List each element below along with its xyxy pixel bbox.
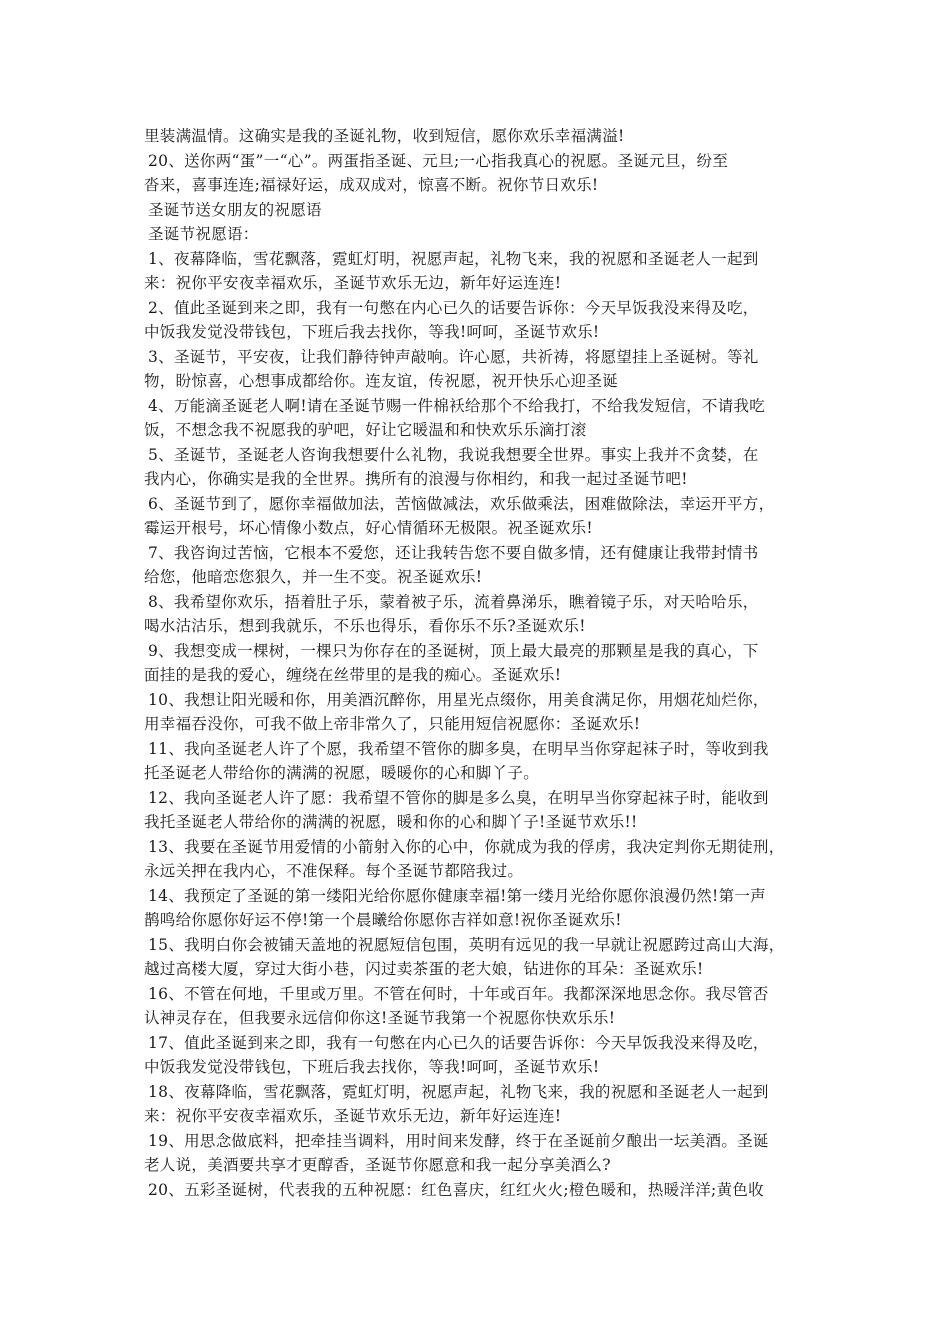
- text-line: 6、圣诞节到了，愿你幸福做加法，苦恼做减法，欢乐做乘法，困难做除法，幸运开平方，: [148, 494, 775, 513]
- text-line: 2、值此圣诞到来之即，我有一句憋在内心已久的话要告诉你：今天早饭我没来得及吃，: [148, 298, 759, 317]
- text-line: 中饭我发觉没带钱包，下班后我去找你，等我!呵呵，圣诞节欢乐!: [144, 323, 600, 341]
- text-line: 我托圣诞老人带给你的满满的祝愿，暖和你的心和脚丫子!圣诞节欢乐!!: [144, 813, 638, 831]
- text-line: 沓来，喜事连连;福禄好运，成双成对，惊喜不断。祝你节日欢乐!: [144, 176, 599, 194]
- text-line: 16、不管在何地，千里或万里。不管在何时，十年或百年。我都深深地思念你。我尽管否: [148, 984, 769, 1003]
- text-line: 4、万能滴圣诞老人啊!请在圣诞节赐一件棉袄给那个不给我打，不给我发短信，不请我吃: [148, 396, 766, 415]
- text-line: 5、圣诞节，圣诞老人咨询我想要什么礼物，我说我想要全世界。事实上我并不贪婪，在: [148, 445, 759, 464]
- text-line: 中饭我发觉没带钱包，下班后我去找你，等我!呵呵，圣诞节欢乐!: [144, 1058, 600, 1076]
- text-line: 圣诞节送女朋友的祝愿语: [148, 200, 322, 219]
- text-line: 认神灵存在，但我要永远信仰你这!圣诞节我第一个祝愿你快欢乐乐!: [144, 1009, 616, 1027]
- text-line: 20、送你两“蛋”一“心”。两蛋指圣诞、元旦;一心指我真心的祝愿。圣诞元旦，纷至: [148, 151, 729, 170]
- text-line: 给您，他暗恋您狠久，并一生不变。祝圣诞欢乐!: [144, 568, 483, 586]
- text-line: 3、圣诞节，平安夜，让我们静待钟声敲响。许心愿，共祈祷，将愿望挂上圣诞树。等礼: [148, 347, 759, 366]
- text-line: 19、用思念做底料，把牵挂当调料，用时间来发酵，终于在圣诞前夕酿出一坛美酒。圣诞: [148, 1131, 769, 1150]
- text-line: 饭，不想念我不祝愿我的驴吧，好让它暖温和和快欢乐乐滴打滚: [144, 421, 587, 439]
- text-line: 来：祝你平安夜幸福欢乐，圣诞节欢乐无边，新年好运连连!: [144, 1107, 562, 1125]
- text-line: 20、五彩圣诞树，代表我的五种祝愿：红色喜庆，红红火火;橙色暖和，热暖洋洋;黄色收: [148, 1180, 764, 1199]
- text-line: 11、我向圣诞老人许了个愿，我希望不管你的脚多臭，在明早当你穿起袜子时，等收到我: [148, 739, 769, 758]
- text-line: 13、我要在圣诞节用爱情的小箭射入你的心中，你就成为我的俘虏，我决定判你无期徒刑，: [148, 837, 785, 856]
- text-line: 永远关押在我内心，不准保释。每个圣诞节都陪我过。: [144, 862, 524, 880]
- text-line: 鹊鸣给你愿你好运不停!第一个晨曦给你愿你吉祥如意!祝你圣诞欢乐!: [144, 911, 622, 929]
- text-line: 17、值此圣诞到来之即，我有一句憋在内心已久的话要告诉你：今天早饭我没来得及吃，: [148, 1033, 769, 1052]
- text-line: 老人说，美酒要共享才更醇香，圣诞节你愿意和我一起分享美酒么?: [144, 1156, 611, 1174]
- text-line: 14、我预定了圣诞的第一缕阳光给你愿你健康幸福!第一缕月光给你愿你浪漫仍然!第一声: [148, 886, 766, 905]
- text-line: 10、我想让阳光暖和你，用美酒沉醉你，用星光点缀你，用美食满足你，用烟花灿烂你，: [148, 690, 769, 709]
- text-line: 18、夜幕降临，雪花飘落，霓虹灯明，祝愿声起，礼物飞来，我的祝愿和圣诞老人一起到: [148, 1082, 769, 1101]
- text-line: 9、我想变成一棵树，一棵只为你存在的圣诞树，顶上最大最亮的那颗星是我的真心，下: [148, 641, 759, 660]
- text-line: 越过高楼大厦，穿过大街小巷，闪过卖茶蛋的老大娘，钻进你的耳朵：圣诞欢乐!: [144, 960, 704, 978]
- text-line: 1、夜幕降临，雪花飘落，霓虹灯明，祝愿声起，礼物飞来，我的祝愿和圣诞老人一起到: [148, 249, 759, 268]
- text-line: 7、我咨询过苦恼，它根本不爱您，还让我转告您不要自做多情，还有健康让我带封情书: [148, 543, 759, 562]
- text-line: 面挂的是我的爱心，缠绕在丝带里的是我的痴心。圣诞欢乐!: [144, 666, 562, 684]
- text-line: 物，盼惊喜，心想事成都给你。连友谊，传祝愿，祝开快乐心迎圣诞: [144, 372, 619, 390]
- text-line: 里装满温情。这确实是我的圣诞礼物，收到短信，愿你欢乐幸福满溢!: [144, 127, 625, 145]
- text-line: 用幸福吞没你，可我不做上帝非常久了，只能用短信祝愿你：圣诞欢乐!: [144, 715, 641, 733]
- text-line: 我内心，你确实是我的全世界。携所有的浪漫与你相约，和我一起过圣诞节吧!: [144, 470, 688, 488]
- text-line: 15、我明白你会被铺天盖地的祝愿短信包围，英明有远见的我一早就让祝愿跨过高山大海，: [148, 935, 785, 954]
- text-line: 喝水沽沽乐，想到我就乐，不乐也得乐，看你乐不乐?圣诞欢乐!: [144, 617, 586, 635]
- text-line: 8、我希望你欢乐，捂着肚子乐，蒙着被子乐，流着鼻涕乐，瞧着镜子乐，对天哈哈乐，: [148, 592, 759, 611]
- text-line: 圣诞节祝愿语：: [148, 225, 259, 243]
- document-page: [144, 124, 816, 1202]
- text-line: 托圣诞老人带给你的满满的祝愿，暖暖你的心和脚丫子。: [144, 764, 540, 782]
- text-line: 来：祝你平安夜幸福欢乐，圣诞节欢乐无边，新年好运连连!: [144, 274, 562, 292]
- text-line: 霉运开根号，坏心情像小数点，好心情循环无极限。祝圣诞欢乐!: [144, 519, 593, 537]
- text-line: 12、我向圣诞老人许了愿：我希望不管你的脚是多么臭，在明早当你穿起袜子时，能收到: [148, 788, 769, 807]
